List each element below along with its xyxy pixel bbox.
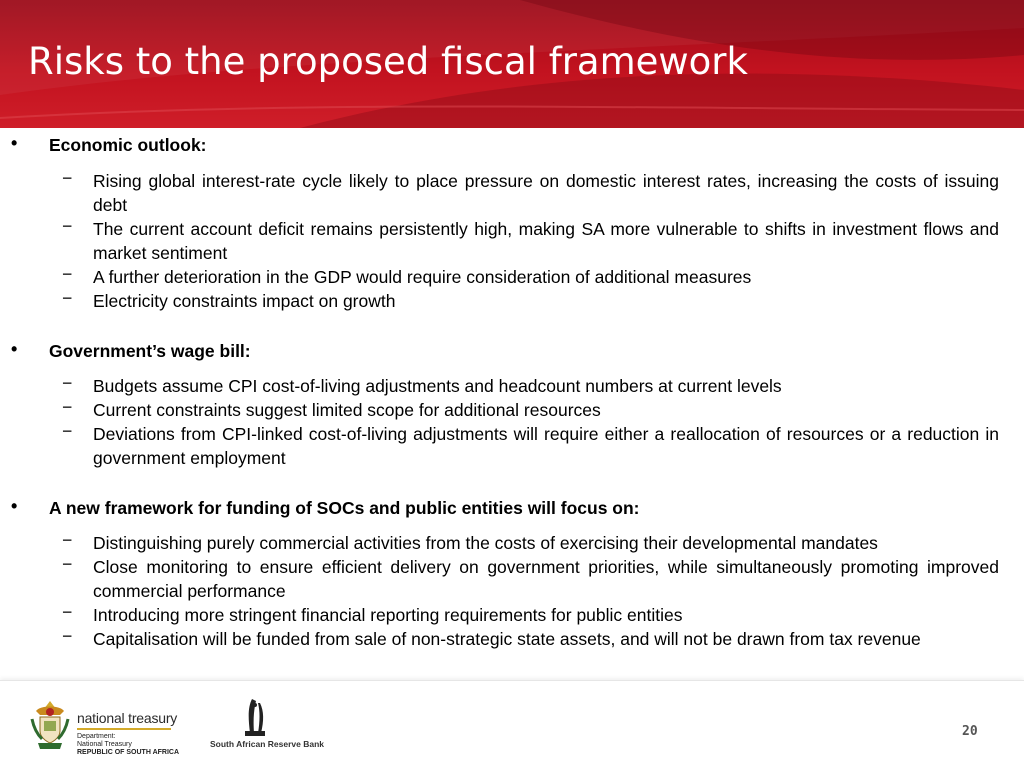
dash-marker: − [62, 421, 73, 441]
section-economic-outlook-items [0, 169, 1024, 313]
section-funding-framework [0, 495, 1024, 519]
list-item [0, 398, 1024, 422]
list-item [0, 555, 1024, 603]
list-item-text: Rising global interest-rate cycle likely to place pressure on domestic interest rates, increasing the costs of issuing debt [93, 171, 999, 215]
reserve-bank-logo-icon [238, 697, 272, 739]
list-item-text: Capitalisation will be funded from sale of non-strategic state assets, and will not be drawn from tax revenue [93, 629, 921, 649]
list-item [0, 265, 1024, 289]
list-item-text: Close monitoring to ensure efficient delivery on government priorities, while simultaneously promoting improved commercial performance [93, 557, 999, 601]
slide-footer [0, 680, 1024, 769]
list-item [0, 603, 1024, 627]
list-item [0, 531, 1024, 555]
list-item-text: A further deterioration in the GDP would require consideration of additional measures [93, 267, 752, 287]
bullet-marker: • [11, 133, 18, 153]
list-item [0, 422, 1024, 470]
list-item-text: The current account deficit remains persistently high, making SA more vulnerable to shifts in investment flows and market sentiment [93, 219, 999, 263]
dash-marker: − [62, 168, 73, 188]
dash-marker: − [62, 626, 73, 646]
treasury-line-department: Department: [77, 733, 116, 740]
section-economic-outlook [0, 132, 1024, 156]
section-wage-bill [0, 338, 1024, 362]
coat-of-arms-icon [30, 699, 70, 751]
bullet-marker: • [11, 339, 18, 359]
title-banner [0, 0, 1024, 128]
list-item-text: Introducing more stringent financial reporting requirements for public entities [93, 605, 683, 625]
treasury-line-name: National Treasury [77, 741, 132, 748]
dash-marker: − [62, 288, 73, 308]
section-heading: Government’s wage bill: [49, 341, 251, 361]
dash-marker: − [62, 216, 73, 236]
section-heading: Economic outlook: [49, 135, 207, 155]
bullet-marker: • [11, 496, 18, 516]
list-item-text: Budgets assume CPI cost-of-living adjustments and headcount numbers at current levels [93, 376, 782, 396]
dash-marker: − [62, 530, 73, 550]
list-item [0, 217, 1024, 265]
dash-marker: − [62, 373, 73, 393]
list-item-text: Current constraints suggest limited scope for additional resources [93, 400, 601, 420]
treasury-gold-bar [77, 728, 171, 730]
reserve-bank-name: South African Reserve Bank [210, 739, 324, 749]
list-item-text: Distinguishing purely commercial activities from the costs of exercising their developmental mandates [93, 533, 878, 553]
list-item [0, 169, 1024, 217]
section-heading: A new framework for funding of SOCs and public entities will focus on: [49, 498, 640, 518]
dash-marker: − [62, 264, 73, 284]
section-wage-bill-items [0, 374, 1024, 470]
section-funding-framework-items [0, 531, 1024, 651]
dash-marker: − [62, 554, 73, 574]
treasury-name: national treasury [77, 710, 178, 726]
page-number: 20 [962, 724, 978, 739]
list-item [0, 627, 1024, 651]
treasury-logo [77, 710, 179, 756]
list-item [0, 374, 1024, 398]
list-item-text: Electricity constraints impact on growth [93, 291, 396, 311]
list-item-text: Deviations from CPI-linked cost-of-living adjustments will require either a reallocation of resources or a reduction in government employment [93, 424, 999, 468]
list-item [0, 289, 1024, 313]
dash-marker: − [62, 397, 73, 417]
dash-marker: − [62, 602, 73, 622]
page-title: Risks to the proposed fiscal framework [28, 40, 748, 83]
treasury-line-country: REPUBLIC OF SOUTH AFRICA [77, 749, 180, 756]
